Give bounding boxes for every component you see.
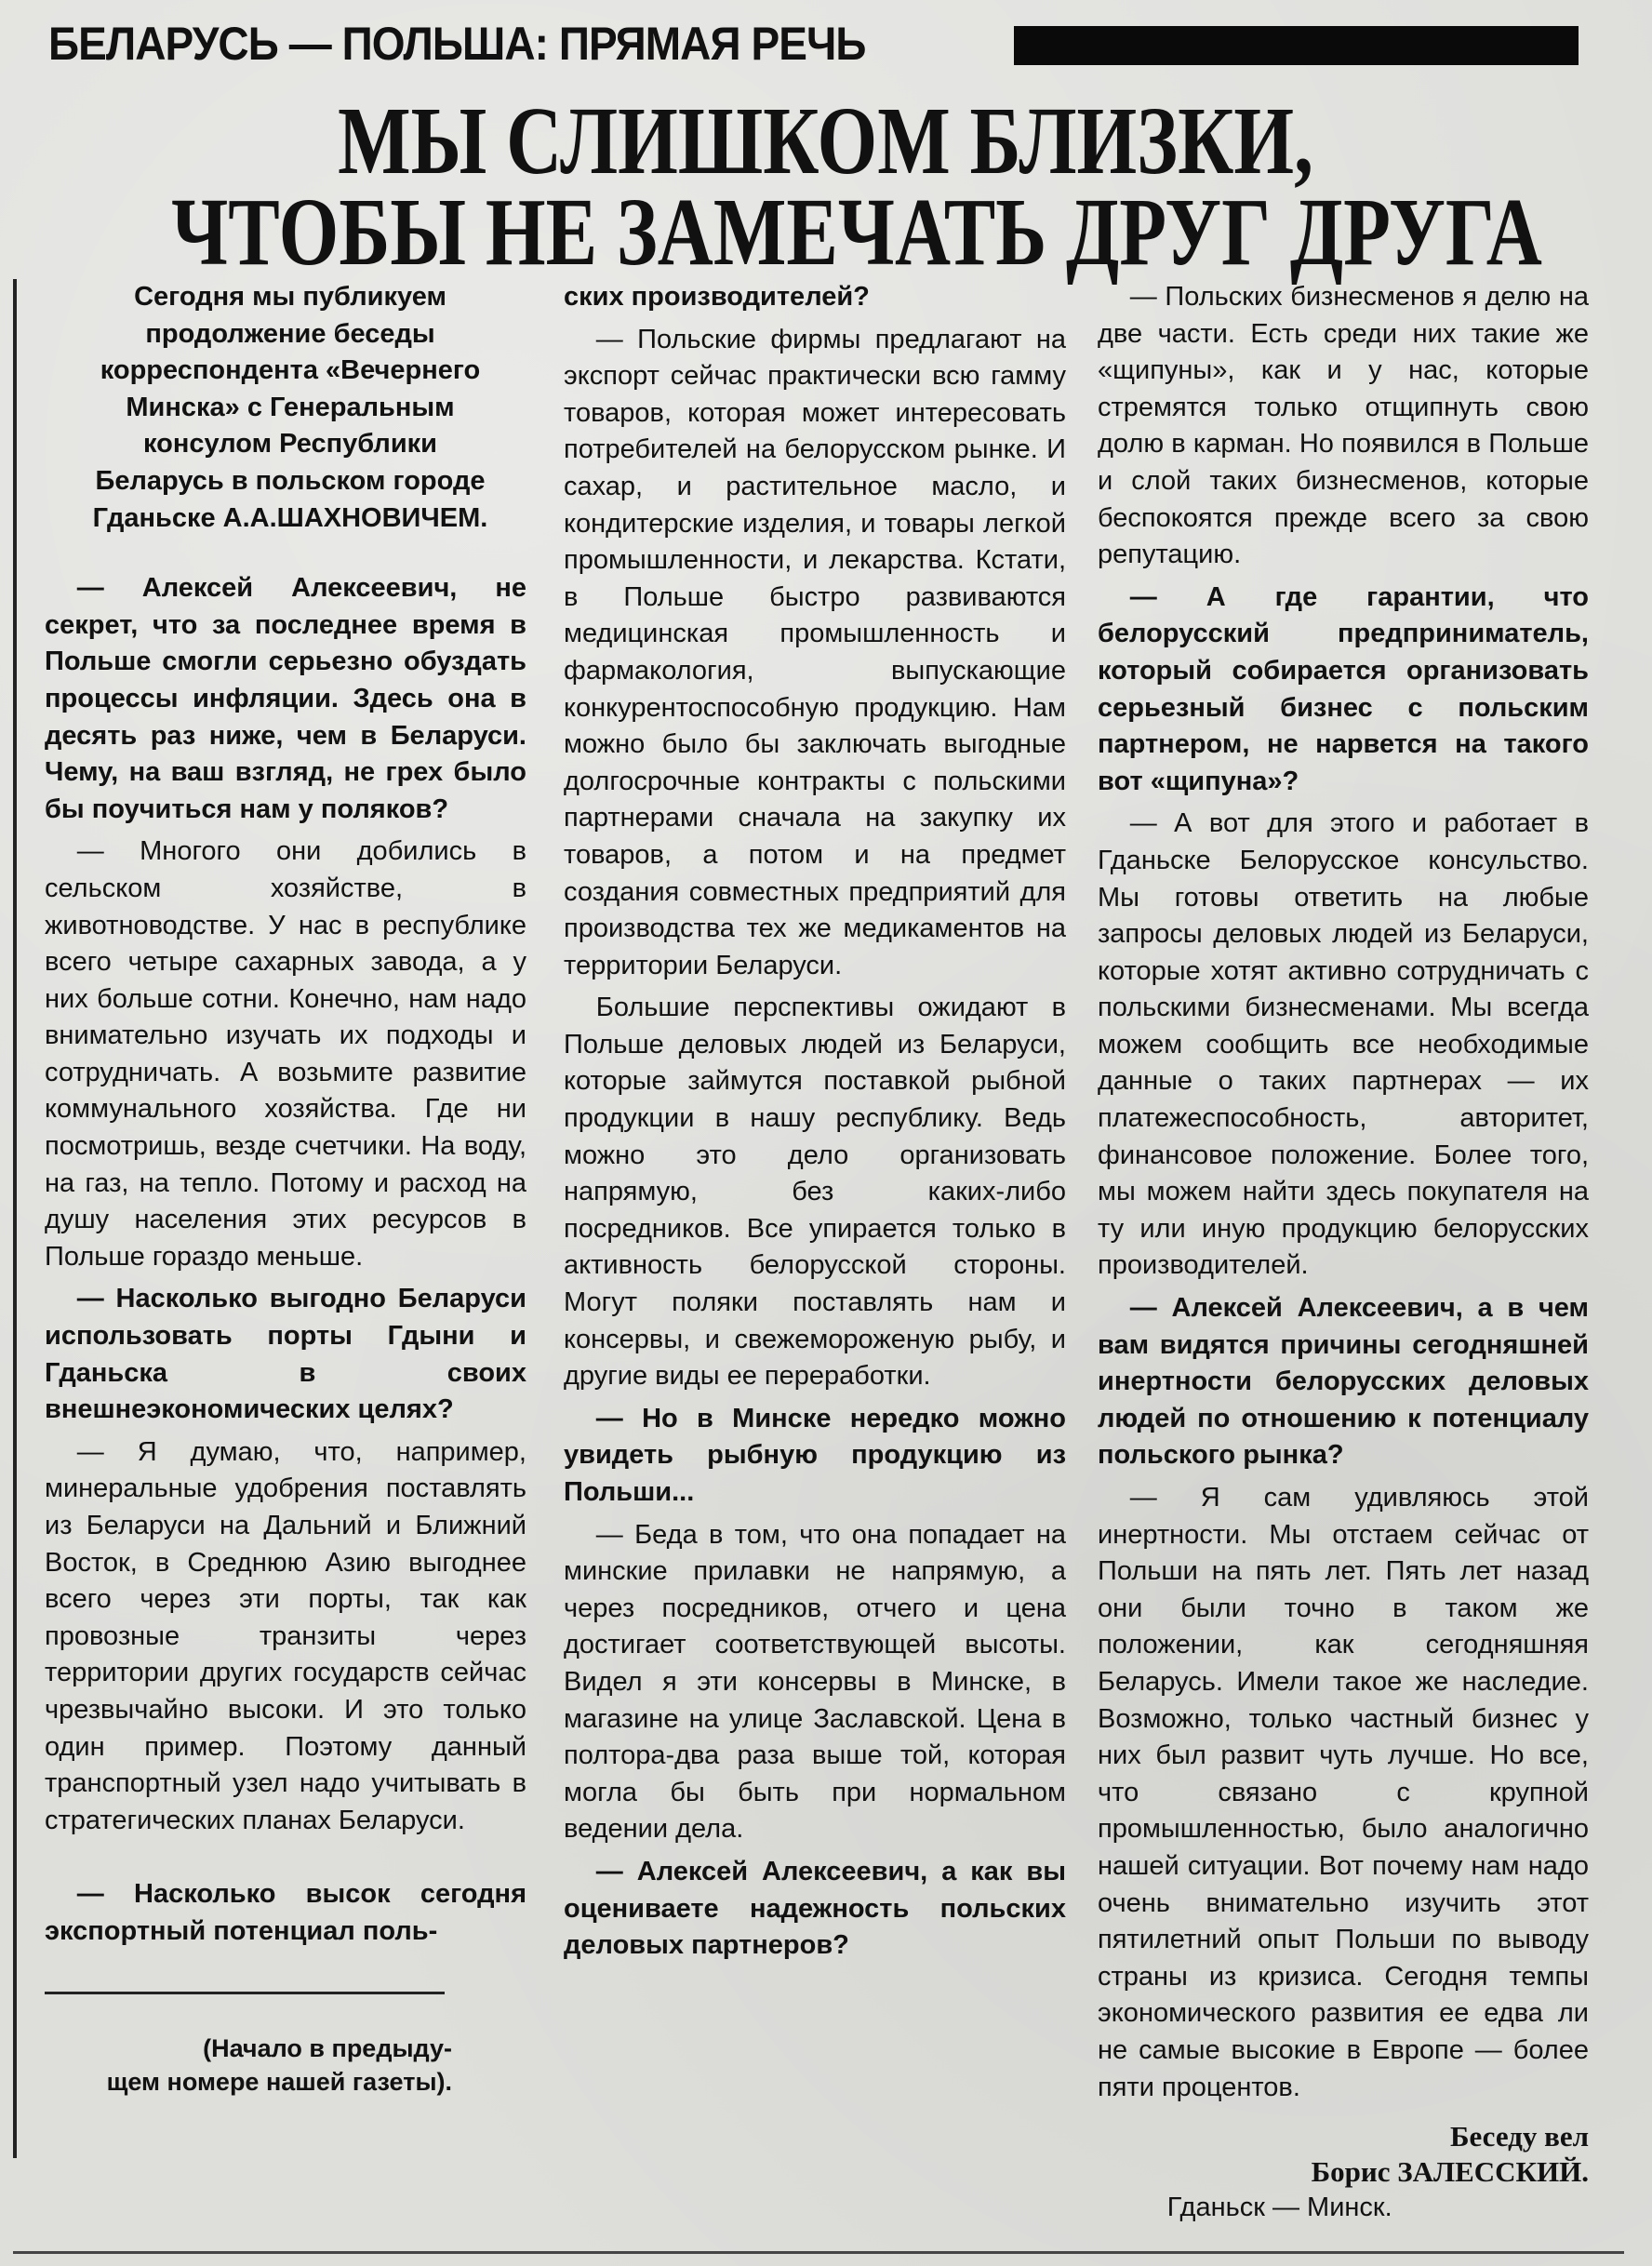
interview-question: — Алексей Алексеевич, а в чем вам видятся причины сегодняшней инертности белорусских деловых людей по отношению к потенциалу польского рынка? [1098,1293,1589,1471]
kicker-black-bar [1014,26,1579,65]
column-3 [1098,279,1589,2233]
section-kicker [48,18,937,70]
byline: Беседу вел Борис ЗАЛЕССКИЙ. [1311,2120,1589,2189]
headline-line-2: ЧТОБЫ НЕ ЗАМЕЧАТЬ ДРУГ ДРУГА [171,179,1542,286]
interview-question: — А где гарантии, что белорусский предприниматель, который собирается организовать серьезный бизнес с польским партнером, не нарвется на такого вот «щипуна»? [1098,581,1589,796]
interview-answer: — Польские фирмы предлагают на экспорт сейчас практически всю гамму товаров, которая может интересовать потребителей на белорусском рынке. И сахар, и растительное масло, и кондитерские изделия, и товары легкой промышленности, и лекарства. Кстати, в Польше быстро развиваются медицинская промышленность и фармакология, выпускающие конкурентоспособную продукцию. Нам можно было бы заключать выгодные долгосрочные контракты с польскими партнерами сначала на закупку их товаров, а потом и на предмет создания совместных предприятий для производства тех же медикаментов на территории Беларуси. [564,324,1066,980]
interview-question: — Но в Минске нередко можно увидеть рыбную продукцию из Польши... [564,1403,1066,1507]
bottom-border-rule [13,2251,1624,2254]
interview-question: ских производителей? [564,282,870,312]
column-1 [45,279,526,2099]
interview-answer: — Польских бизнесменов я делю на две части. Есть среди них такие же «щипуны», как и у нас, которые стремятся только отщипнуть свою долю в карман. Но появился в Польше и слой таких бизнесменов, которые беспокоятся прежде всего за свою репутацию. [1098,282,1589,570]
column-2 [564,279,1066,1970]
kicker-text: БЕЛАРУСЬ — ПОЛЬША: ПРЯМАЯ РЕЧЬ [48,18,866,70]
interview-answer: — Я сам удивляюсь этой инертности. Мы отстаем сейчас от Польши на пять лет. Пять лет назад они были точно в таком же положении, как сегодняшняя Беларусь. Имели такое же наследие. Возможно, только частный бизнес у них был развит чуть лучше. Но все, что связано с крупной промышленностью, было аналогично нашей ситуации. Вот почему нам надо очень внимательно изучить этот пятилетний опыт Польши по выводу страны из кризиса. Сегодня темпы экономического развития ее едва ли не самые высокие в Европе — более пяти процентов. [1098,1483,1589,2102]
interview-answer: — Беда в том, что она попадает на минские прилавки не напрямую, а через посредников, отчего и цена достигает соответствующей высоты. Видел я эти консервы в Минске, в магазине на улице Заславской. Цена в полтора-два раза выше той, которая могла бы быть при нормальном ведении дела. [564,1519,1066,1845]
interview-question: — Алексей Алексеевич, не секрет, что за последнее время в Польше смогли серьезно обуздать процессы инфляции. Здесь она в десять раз ниже, чем в Беларуси. Чему, на ваш взгляд, не грех было бы поучиться нам у поляков? [45,573,526,824]
left-border-rule [13,279,17,2158]
dateline: Гданьск — Минск. [1166,2193,1392,2223]
interview-question: — Алексей Алексеевич, а как вы оцениваете надежность польских деловых партнеров? [564,1856,1066,1961]
interview-question: — Насколько выгодно Беларуси использовать порты Гдыни и Гданьска в своих внешнеэкономических целях? [45,1284,526,1425]
headline-line-1: МЫ СЛИШКОМ БЛИЗКИ, [338,87,1314,194]
interview-question: — Насколько высок сегодня экспортный потенциал поль- [45,1879,526,1946]
lead-paragraph: Сегодня мы публикуем продолжение беседы корреспондента «Вечернего Минска» с Генеральным консулом Республики Беларусь в польском городе Гданьске А.А.ШАХНОВИЧЕМ. [92,282,488,533]
interview-answer: — А вот для этого и работает в Гданьске Белорусское консульство. Мы готовы ответить на любые запросы деловых людей из Беларуси, которые хотят активно сотрудничать с польскими бизнесменами. Мы всегда можем сообщить все необходимые данные о таких партнерах — их платежеспособность, авторитет, финансовое положение. Более того, мы можем найти здесь покупателя на ту или иную продукцию белорусских производителей. [1098,808,1589,1281]
footnote-rule [45,1992,445,1994]
interview-answer: — Многого они добились в сельском хозяйстве, в животноводстве. У нас в республике всего четыре сахарных завода, а у них больше сотни. Конечно, нам надо внимательно изучать их подходы и сотрудничать. А возьмите развитие коммунального хозяйства. Где ни посмотришь, везде счетчики. На воду, на газ, на тепло. Потому и расход на душу населения этих ресурсов в Польше гораздо меньше. [45,836,526,1272]
interview-answer: Большие перспективы ожидают в Польше деловых людей из Беларуси, которые займутся поставкой рыбной продукции в нашу республику. Ведь можно это дело организовать напрямую, без каких-либо посредников. Все упирается только в активность белорусской стороны. Могут поляки поставлять нам и консервы, и свежемороженую рыбу, и другие виды ее переработки. [564,993,1066,1392]
interview-answer: — Я думаю, что, например, минеральные удобрения поставлять из Беларуси на Дальний и Ближний Восток, в Среднюю Азию выгоднее всего через эти порты, так как провозные транзиты через территории других государств сейчас чрезвычайно высоки. И это только один пример. Поэтому данный транспортный узел надо учитывать в стратегических планах Беларуси. [45,1436,526,1835]
footnote: (Начало в предыду- щем номере нашей газеты). [106,2033,452,2096]
